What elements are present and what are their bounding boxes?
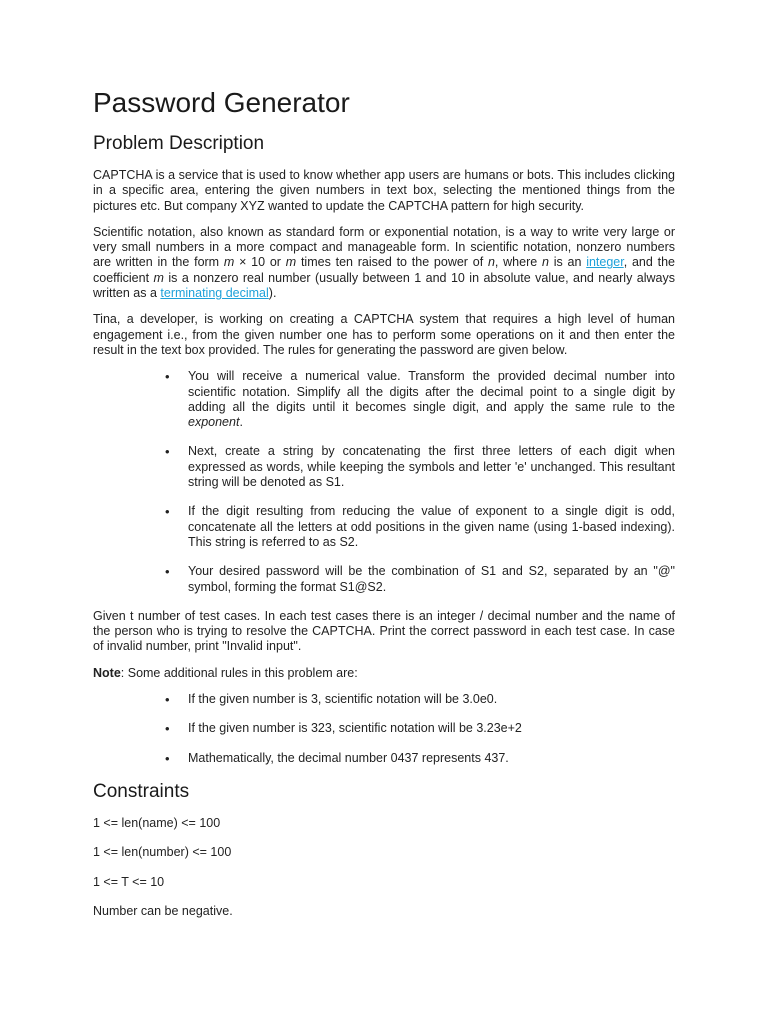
constraint-item: 1 <= T <= 10	[93, 874, 165, 889]
rule-item: • Your desired password will be the combination of S1 and S2, separated by an "@" symbol, forming the format S1@S2.	[165, 564, 675, 595]
paragraph-note: Note: Some additional rules in this problem are:	[93, 665, 358, 680]
rule-item: • If the digit resulting from reducing the value of exponent to a single digit is odd, concatenate all the letters at odd positions in the given name (using 1-based indexing). This string is referred to as S2.	[165, 504, 675, 550]
note-item: • If the given number is 323, scientific notation will be 3.23e+2	[165, 721, 675, 736]
terminating-decimal-link[interactable]: terminating decimal	[160, 286, 269, 301]
note-item: • If the given number is 3, scientific notation will be 3.0e0.	[165, 692, 675, 707]
problem-description-heading: Problem Description	[93, 133, 265, 154]
paragraph-scientific-notation: Scientific notation, also known as standard form or exponential notation, is a way to write very large or very small numbers in a more compact and manageable form. In scientific notation, nonzero numbers are written in the form m × 10 or m times ten raised to the power of n, where n is an integer, and the coefficient m is a nonzero real number (usually between 1 and 10 in absolute value, and nearly always written as a terminating decimal).	[93, 224, 675, 301]
note-label: Note	[93, 665, 121, 680]
page-title: Password Generator	[93, 87, 350, 118]
constraint-item: 1 <= len(number) <= 100	[93, 845, 232, 860]
constraint-item: 1 <= len(name) <= 100	[93, 815, 221, 830]
constraint-item: Number can be negative.	[93, 903, 233, 918]
rule-item: • You will receive a numerical value. Transform the provided decimal number into scientific notation. Simplify all the digits after the decimal point to a single digit by adding all the digits until it becomes single digit, and apply the same rule to the exponent.	[165, 369, 675, 430]
note-item: • Mathematically, the decimal number 0437 represents 437.	[165, 751, 675, 766]
paragraph-test-cases: Given t number of test cases. In each test cases there is an integer / decimal number and the name of the person who is trying to resolve the CAPTCHA. Print the correct password in each test case. In case of invalid number, print "Invalid input".	[93, 608, 675, 654]
rule-item: • Next, create a string by concatenating the first three letters of each digit when expressed as words, while keeping the symbols and letter 'e' unchanged. This resultant string will be denoted as S1.	[165, 444, 675, 490]
constraints-heading: Constraints	[93, 780, 190, 802]
document-content	[93, 86, 675, 933]
note-rules-list	[93, 692, 675, 766]
paragraph-captcha-intro: CAPTCHA is a service that is used to know whether app users are humans or bots. This includes clicking in a specific area, entering the given numbers in text box, selecting the mentioned things from the pictures etc. But company XYZ wanted to update the CAPTCHA pattern for high security.	[93, 168, 675, 213]
constraints-list	[93, 816, 675, 919]
password-rules-list	[93, 369, 675, 595]
integer-link[interactable]: integer	[586, 255, 624, 270]
paragraph-tina-developer: Tina, a developer, is working on creating a CAPTCHA system that requires a high level of human engagement i.e., from the given number one has to perform some operations on it and then enter the result in the text box provided. The rules for generating the password are given below.	[93, 312, 675, 357]
